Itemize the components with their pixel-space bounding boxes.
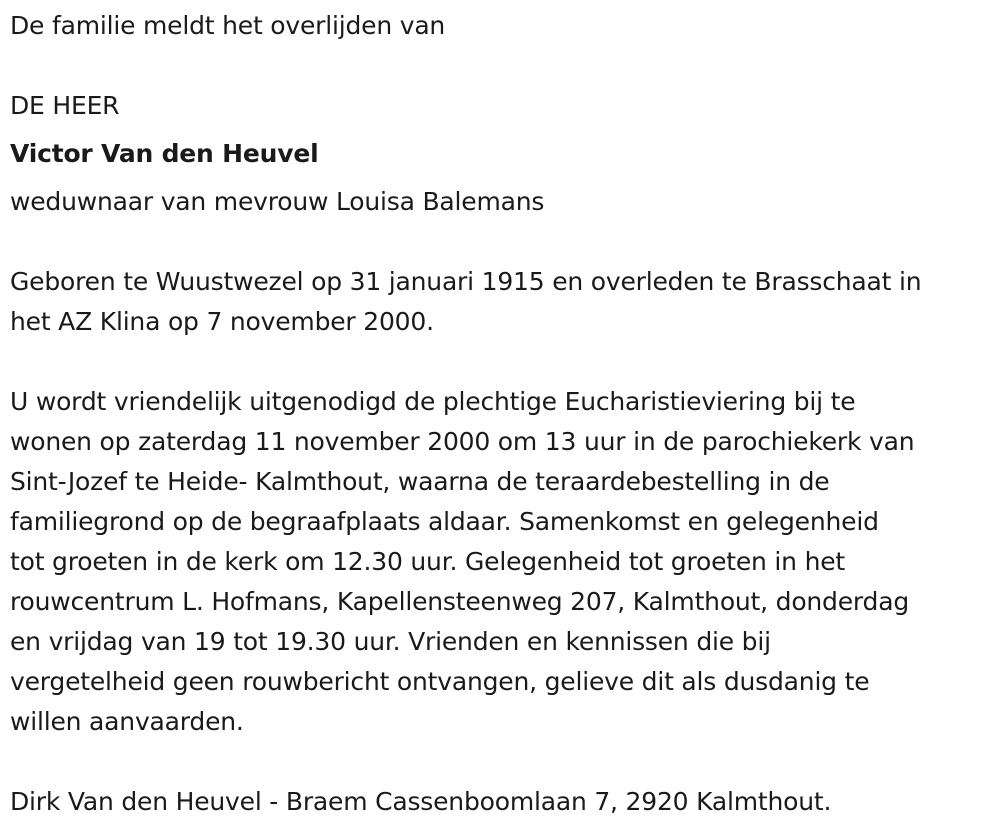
deceased-name: Victor Van den Heuvel [10, 139, 319, 168]
paragraph-line: willen aanvaarden. [10, 707, 244, 736]
paragraph-line: vergetelheid geen rouwbericht ontvangen, gelieve dit als dusdanig te [10, 667, 870, 696]
paragraph-line: U wordt vriendelijk uitgenodigd de plechtige Eucharistieviering bij te [10, 387, 856, 416]
paragraph-line: Geboren te Wuustwezel op 31 januari 1915 en overleden te Brasschaat in [10, 267, 922, 296]
paragraph-line: Sint-Jozef te Heide- Kalmthout, waarna de teraardebestelling in de [10, 467, 830, 496]
contact-address: Dirk Van den Heuvel - Braem Cassenboomlaan 7, 2920 Kalmthout. [10, 787, 832, 816]
honorific-title: DE HEER [10, 91, 120, 120]
intro-text: De familie meldt het overlijden van [10, 11, 446, 40]
funeral-service-paragraph [10, 382, 914, 742]
widow-of-text: weduwnaar van mevrouw Louisa Balemans [10, 187, 545, 216]
paragraph-line: tot groeten in de kerk om 12.30 uur. Gelegenheid tot groeten in het [10, 547, 846, 576]
paragraph-line: familiegrond op de begraafplaats aldaar. Samenkomst en gelegenheid [10, 507, 879, 536]
paragraph-line: rouwcentrum L. Hofmans, Kapellensteenweg 207, Kalmthout, donderdag [10, 587, 910, 616]
birth-death-paragraph [10, 262, 921, 342]
paragraph-line: wonen op zaterdag 11 november 2000 om 13 uur in de parochiekerk van [10, 427, 915, 456]
paragraph-line: het AZ Klina op 7 november 2000. [10, 307, 434, 336]
paragraph-line: en vrijdag van 19 tot 19.30 uur. Vrienden en kennissen die bij [10, 627, 771, 656]
